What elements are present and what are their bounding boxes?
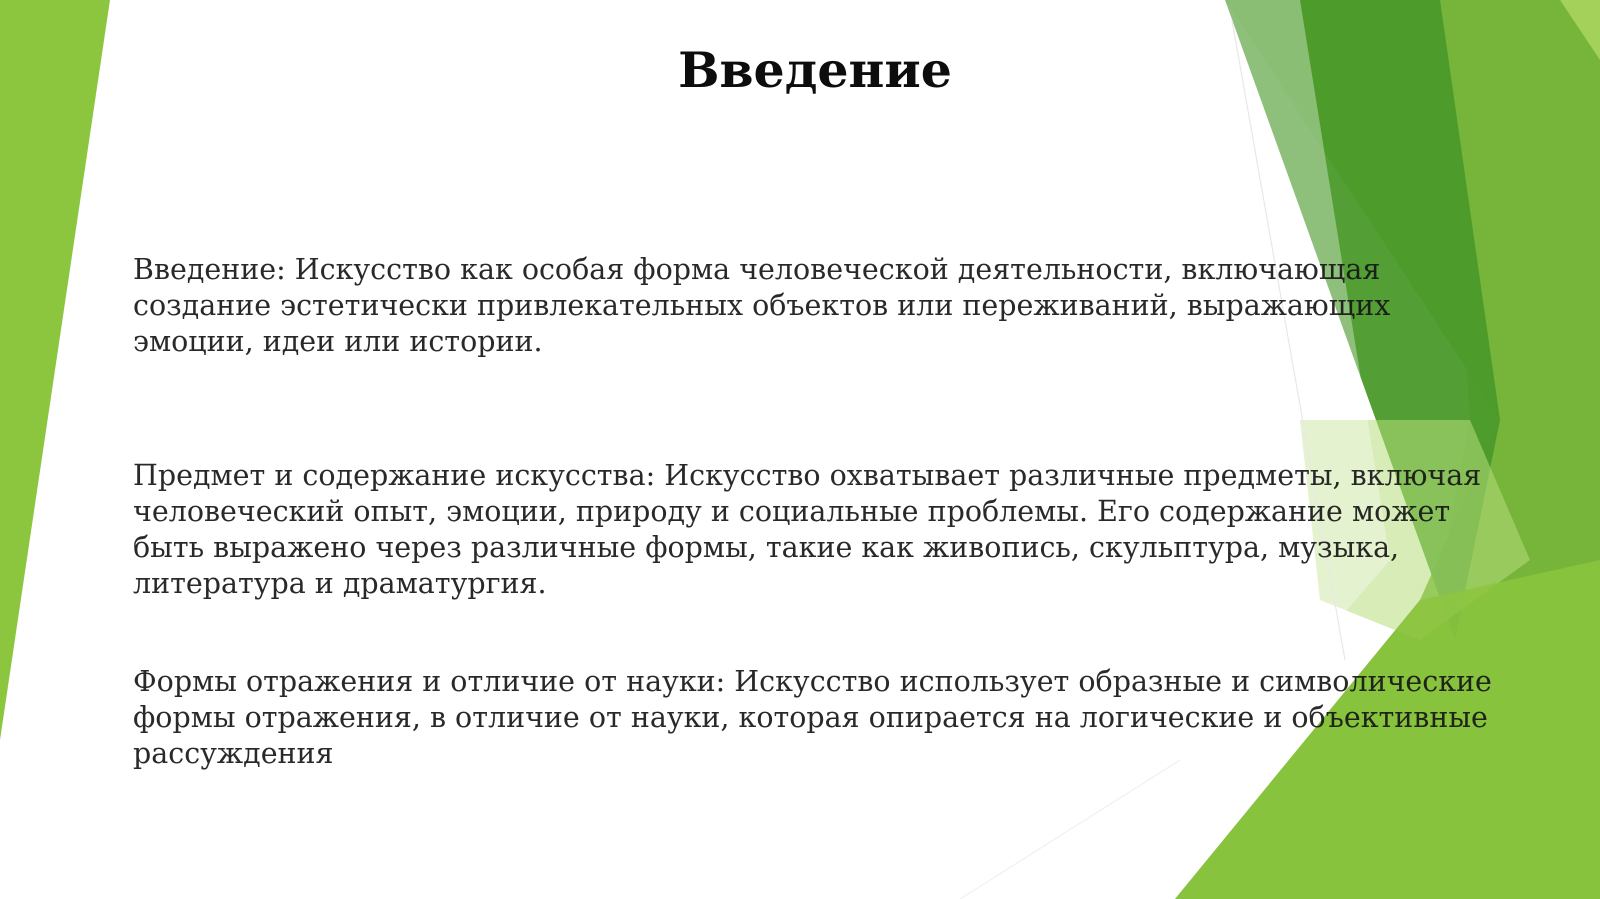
paragraph-subject-content — [133, 458, 1481, 602]
paragraph-line: формы отражения, в отличие от науки, которая опирается на логические и объективные — [133, 701, 1488, 734]
paragraph-forms-vs-science — [133, 664, 1492, 772]
thin-bottom-line — [960, 760, 1180, 899]
left-green-wedge — [0, 0, 110, 740]
paragraph-line: Предмет и содержание искусства: Искусство охватывает различные предметы, включая — [133, 459, 1482, 492]
paragraph-line: эмоции, идеи или истории. — [133, 325, 543, 358]
paragraph-line: создание эстетически привлекательных объектов или переживаний, выражающих — [133, 289, 1391, 322]
paragraph-line: Введение: Искусство как особая форма человеческой деятельности, включающая — [133, 253, 1381, 286]
paragraph-line: Формы отражения и отличие от науки: Искусство использует образные и символические — [133, 665, 1492, 698]
paragraph-introduction — [133, 252, 1390, 360]
paragraph-line: рассуждения — [133, 737, 334, 770]
paragraph-line: человеческий опыт, эмоции, природу и социальные проблемы. Его содержание может — [133, 495, 1451, 528]
paragraph-line: литература и драматургия. — [133, 567, 547, 600]
paragraph-line: быть выражено через различные формы, такие как живопись, скульптура, музыка, — [133, 531, 1400, 564]
slide-title: Введение — [678, 41, 952, 99]
